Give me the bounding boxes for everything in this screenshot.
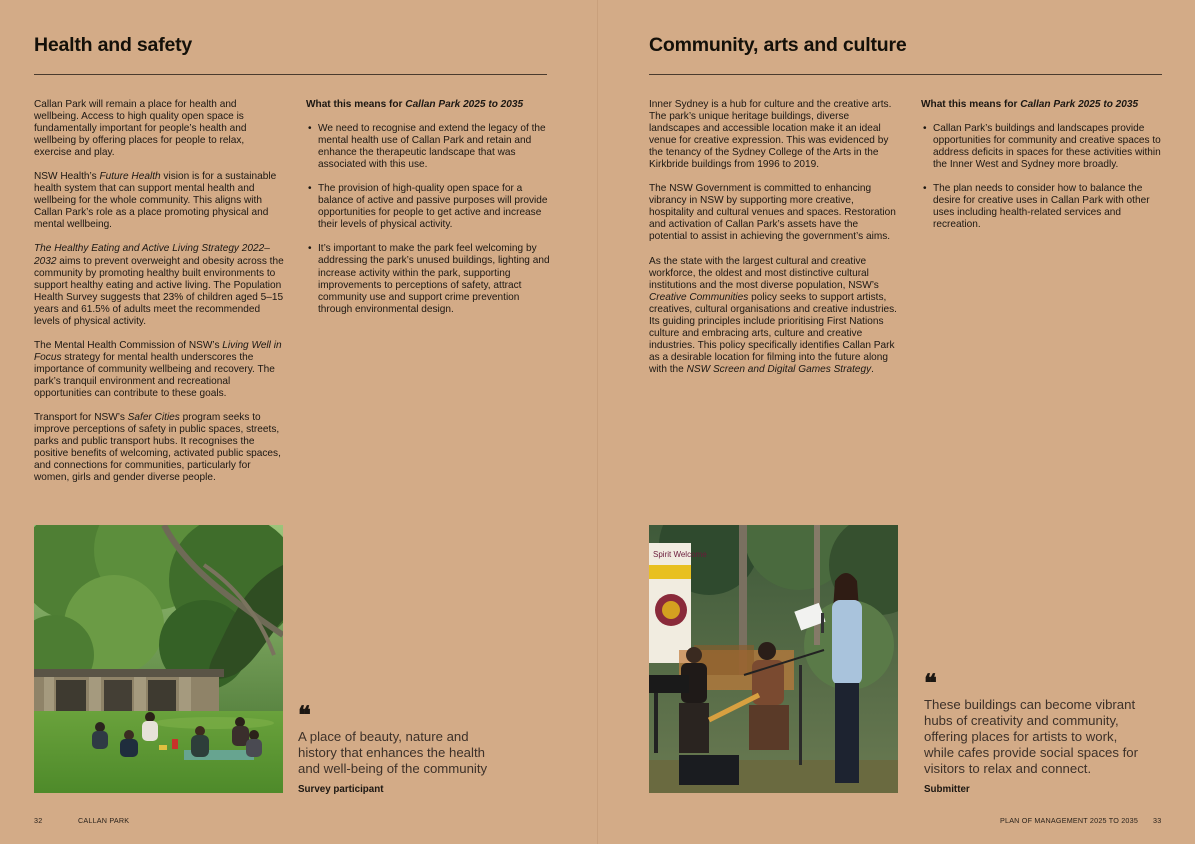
body-paragraph: NSW Health’s Future Health vision is for a sustainable health system that can support mental health and wellbeing for the whole community. This aligns with Callan Park’s role as a place promoting physical and mental wellbeing. — [34, 171, 277, 231]
implication-bullet: • It’s important to make the park feel welcoming by addressing the park’s unused buildings, lighting and increase activity within the park, supporting improvements to perceptions of safety, attract community use and support crime prevention through environmental design. — [308, 243, 550, 315]
body-column — [34, 99, 284, 496]
performance-photo — [649, 525, 898, 793]
quote-attribution: Survey participant — [298, 784, 384, 795]
quote-attribution: Submitter — [924, 784, 970, 795]
implications-column — [306, 99, 550, 328]
body-paragraph: The Healthy Eating and Active Living Strategy 2022–2032 aims to prevent overweight and obesity across the community by promoting healthy built environments to support healthy eating and active living. The Population Health Survey suggests that 23% of children aged 5–15 years and 61.5% of adults meet the recommended levels of physical activity. — [34, 243, 284, 327]
pull-quote: A place of beauty, nature and history that enhances the health and well-being of the community — [298, 729, 488, 776]
quote-mark-icon: ❝ — [298, 700, 311, 729]
implication-bullet: • The plan needs to consider how to balance the desire for creative uses in Callan Park with other uses including health-related services and recreation. — [923, 183, 1150, 231]
page-left — [0, 0, 597, 844]
implication-bullet: • Callan Park’s buildings and landscapes provide opportunities for community and creative spaces to address deficits in spaces for these activities within the Inner West and Sydney more broadly. — [923, 123, 1161, 171]
body-paragraph: The Mental Health Commission of NSW’s Living Well in Focus strategy for mental health underscores the importance of community wellbeing and recovery. The park’s tranquil environment and recreational opportunities can contribute to these goals. — [34, 339, 282, 399]
implication-bullet: • We need to recognise and extend the legacy of the mental health use of Callan Park and retain and enhance the therapeutic landscape that was associated with this use. — [308, 123, 546, 171]
body-paragraph: Callan Park will remain a place for health and wellbeing. Access to high quality open space is fundamentally important for people’s health and wellbeing by offering places for people to relax, exercise and play. — [34, 99, 247, 159]
implications-column — [921, 99, 1165, 243]
body-paragraph: Inner Sydney is a hub for culture and the creative arts. The park’s unique heritage buildings, diverse landscapes and accessible location make it an ideal venue for creative expression. This was evidenced by the tenancy of the Sydney College of the Arts in the Kirkbride buildings from 1996 to 2019. — [649, 99, 892, 171]
page-number: 32 — [34, 816, 43, 825]
page-title: Community, arts and culture — [649, 34, 907, 56]
body-column — [649, 99, 899, 388]
banner-text: Spirit Welcome — [653, 550, 707, 559]
body-paragraph: As the state with the largest cultural and creative workforce, the oldest and most distinctive cultural institutions and the most diverse population, NSW’s Creative Communities policy seeks to support artists, creatives, cultural organisations and creative industries. Its guiding principles include prioritising First Nations culture and embracing arts, culture and creative industries. This policy specifically identifies Callan Park as a desirable location for filming into the future along with the NSW Screen and Digital Games Strategy. — [649, 255, 897, 375]
body-paragraph: Transport for NSW’s Safer Cities program seeks to improve perceptions of safety in public spaces, streets, parks and public transport hubs. It recognises the positive benefits of welcoming, activated public spaces, and connections for communities, particularly for women, girls and gender diverse people. — [34, 412, 281, 484]
implications-heading: What this means for Callan Park 2025 to 2035 — [921, 99, 1139, 110]
quote-mark-icon: ❝ — [924, 668, 937, 697]
pull-quote: These buildings can become vibrant hubs of creativity and community, offering places for artists to work, while cafes provide social spaces for visitors to relax and connect. — [924, 697, 1139, 776]
body-paragraph: The NSW Government is committed to enhancing vibrancy in NSW by supporting more creative, hospitality and cultural venues and spaces. Restoration and activation of Callan Park’s assets have the potential to assist in achieving the government’s aims. — [649, 183, 896, 243]
page-right — [598, 0, 1195, 844]
footer-label: PLAN OF MANAGEMENT 2025 TO 2035 — [1000, 816, 1139, 825]
title-rule — [649, 74, 1162, 75]
page-title: Health and safety — [34, 34, 193, 56]
implication-bullet: • The provision of high-quality open space for a balance of active and passive purposes will provide opportunities for people to get active and increase their levels of physical activity. — [308, 183, 548, 231]
title-rule — [34, 74, 547, 75]
implications-heading: What this means for Callan Park 2025 to 2035 — [306, 99, 524, 110]
page-number: 33 — [1153, 816, 1162, 825]
footer-label: CALLAN PARK — [78, 816, 130, 825]
park-picnic-photo — [34, 525, 283, 793]
